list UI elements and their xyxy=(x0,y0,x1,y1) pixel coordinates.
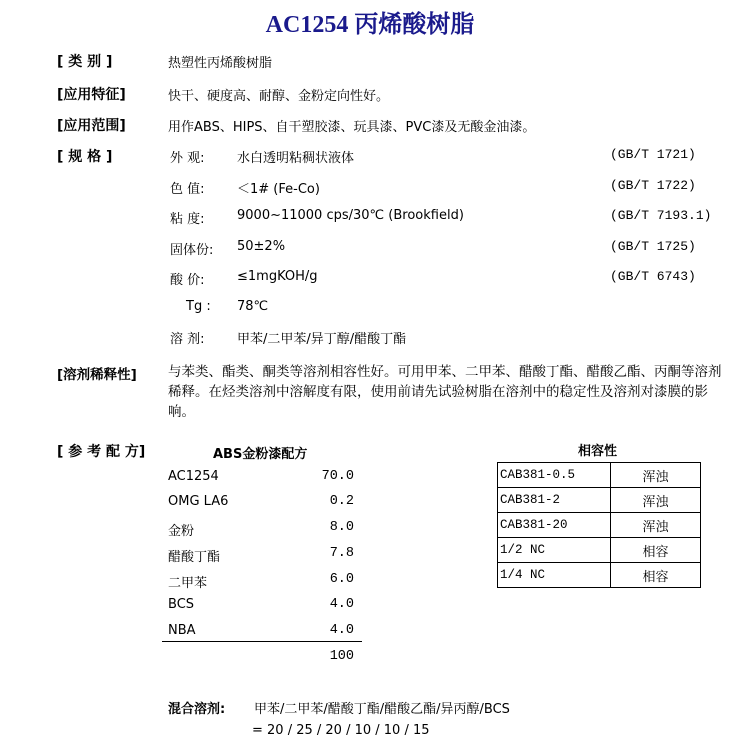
spec-value: ≤1mgKOH/g xyxy=(237,269,318,284)
compat-result: 浑浊 xyxy=(611,513,701,538)
formula-item-name: 二甲苯 xyxy=(168,576,208,591)
compat-solvent: CAB381-20 xyxy=(498,513,611,538)
formula-item-value: 0.2 xyxy=(329,494,354,509)
formula-title: ABS金粉漆配方 xyxy=(213,447,308,462)
table-row xyxy=(498,463,701,488)
spec-value: 水白透明粘稠状液体 xyxy=(237,151,355,166)
table-row xyxy=(498,488,701,513)
spec-name: 酸 价: xyxy=(170,273,205,288)
spec-value: ＜1# (Fe-Co) xyxy=(237,182,320,197)
mixed-solvent-label: 混合溶剂: xyxy=(168,702,226,717)
compat-result: 浑浊 xyxy=(611,488,701,513)
compatibility-table xyxy=(497,462,701,588)
features-label: [应用特征] xyxy=(57,87,126,103)
spec-value: 78℃ xyxy=(237,299,269,314)
spec-name: 溶 剂: xyxy=(170,332,205,347)
formula-item-name: AC1254 xyxy=(168,469,219,484)
compat-solvent: CAB381-0.5 xyxy=(498,463,611,488)
mixed-solvent-value: 甲苯/二甲苯/醋酸丁酯/醋酸乙酯/异丙醇/BCS xyxy=(254,702,510,717)
spec-name: 固体份: xyxy=(170,243,214,258)
applications-value: 用作ABS、HIPS、自干塑胶漆、玩具漆、PVC漆及无酸金油漆。 xyxy=(168,120,536,135)
specs-label: [ 规 格 ] xyxy=(57,149,113,165)
formula-item-name: NBA xyxy=(168,623,196,638)
formula-item-name: 醋酸丁酯 xyxy=(168,550,221,565)
category-label: [ 类 别 ] xyxy=(57,54,113,70)
features-value: 快干、硬度高、耐醇、金粉定向性好。 xyxy=(168,89,390,104)
compat-result: 浑浊 xyxy=(611,463,701,488)
spec-value: 9000~11000 cps/30℃ (Brookfield) xyxy=(237,208,464,223)
mixed-solvent-ratio: = 20 / 25 / 20 / 10 / 10 / 15 xyxy=(252,723,430,738)
formula-item-name: BCS xyxy=(168,597,195,612)
formula-item-value: 70.0 xyxy=(321,469,354,484)
table-row xyxy=(498,563,701,588)
compatibility-title: 相容性 xyxy=(578,444,618,459)
spec-value: 甲苯/二甲苯/异丁醇/醋酸丁酯 xyxy=(237,332,407,347)
formula-item-name: OMG LA6 xyxy=(168,494,229,509)
category-value: 热塑性丙烯酸树脂 xyxy=(168,56,273,71)
formula-item-value: 6.0 xyxy=(329,572,354,587)
spec-value: 50±2% xyxy=(237,239,286,254)
spec-name: 粘 度: xyxy=(170,212,205,227)
formula-total: 100 xyxy=(329,649,354,664)
formula-item-value: 7.8 xyxy=(329,546,354,561)
compat-solvent: CAB381-2 xyxy=(498,488,611,513)
spec-standard: (GB/T 1721) xyxy=(610,147,696,162)
table-row xyxy=(498,513,701,538)
compat-solvent: 1/4 NC xyxy=(498,563,611,588)
formula-item-value: 8.0 xyxy=(329,520,354,535)
spec-name: 色 值: xyxy=(170,182,205,197)
spec-standard: (GB/T 1722) xyxy=(610,178,696,193)
page-title: AC1254 丙烯酸树脂 xyxy=(265,12,475,38)
formula-total-divider xyxy=(162,641,362,642)
dilution-text: 与苯类、酯类、酮类等溶剂相容性好。可用甲苯、二甲苯、醋酸丁酯、醋酸乙酯、丙酮等溶剂稀释。在烃类溶剂中溶解度有限，使用前请先试验树脂在溶剂中的稳定性及溶剂对漆膜的影响。 xyxy=(168,364,722,420)
spec-standard: (GB/T 7193.1) xyxy=(610,208,712,223)
compat-result: 相容 xyxy=(611,538,701,563)
formula-label: [ 参 考 配 方] xyxy=(57,444,146,460)
compat-solvent: 1/2 NC xyxy=(498,538,611,563)
compat-result: 相容 xyxy=(611,563,701,588)
dilution-label: [溶剂稀释性] xyxy=(57,367,137,383)
formula-item-value: 4.0 xyxy=(329,597,354,612)
table-row xyxy=(498,538,701,563)
spec-name: Tg : xyxy=(186,299,211,314)
spec-standard: (GB/T 6743) xyxy=(610,269,696,284)
applications-label: [应用范围] xyxy=(57,118,126,134)
spec-standard: (GB/T 1725) xyxy=(610,239,696,254)
formula-item-value: 4.0 xyxy=(329,623,354,638)
spec-name: 外 观: xyxy=(170,151,205,166)
formula-item-name: 金粉 xyxy=(168,524,195,539)
